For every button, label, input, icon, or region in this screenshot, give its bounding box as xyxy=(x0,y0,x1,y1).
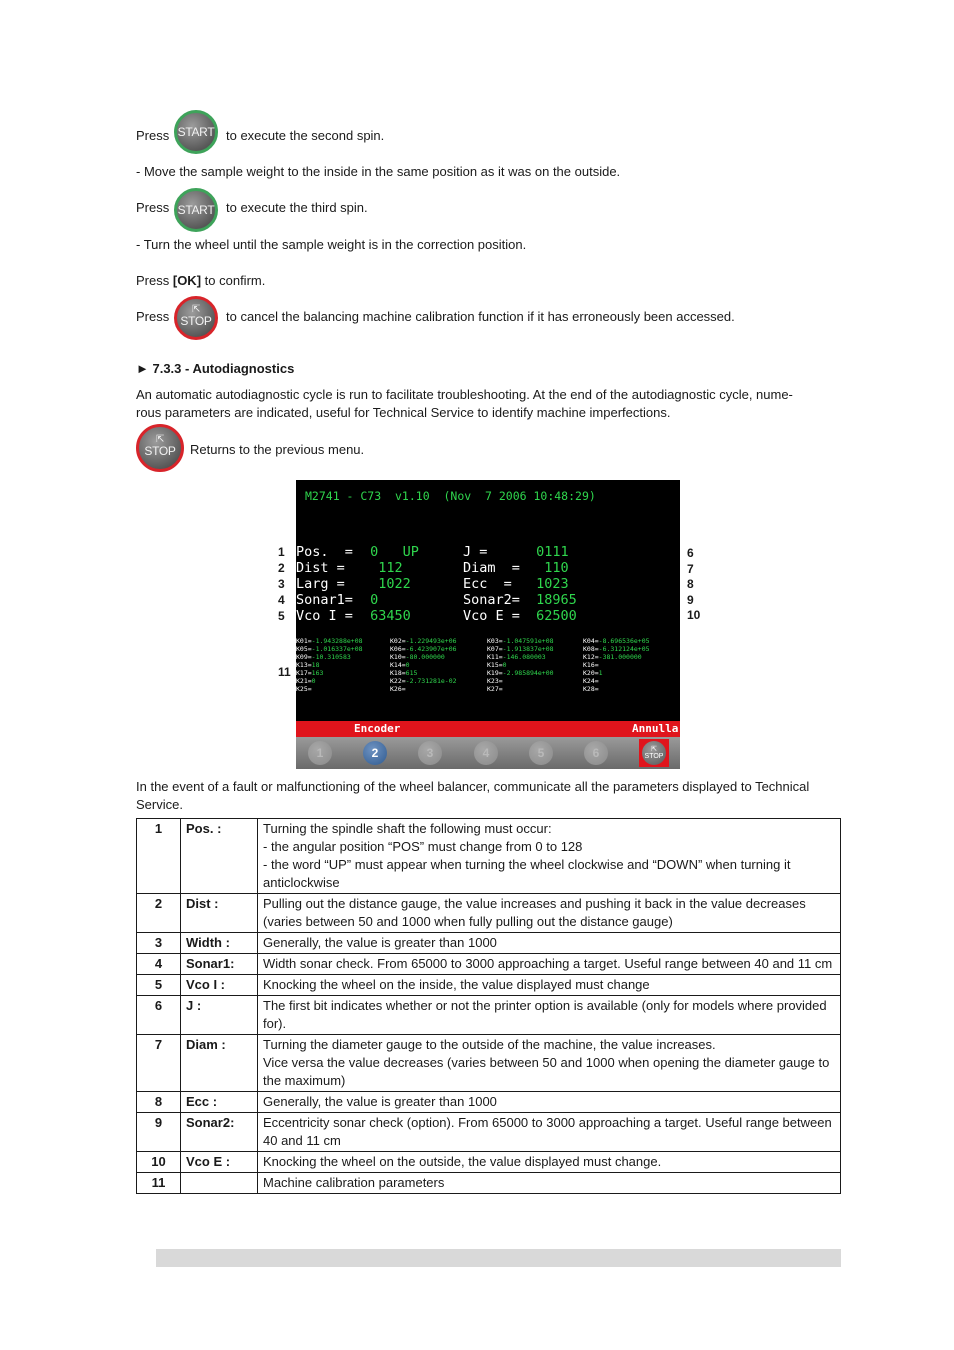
k-parameter-key: K06= xyxy=(390,645,406,653)
stop-icon xyxy=(642,741,666,765)
k-parameter-key: K19= xyxy=(487,669,503,677)
k-parameter-value: 0 xyxy=(405,661,410,669)
table-row xyxy=(137,975,841,996)
press-text: Press xyxy=(136,200,170,215)
row-description xyxy=(258,1173,841,1194)
move-weight-text: - Move the sample weight to the inside in the same position as it was on the outside. xyxy=(136,164,621,179)
callout-7: 7 xyxy=(687,561,694,576)
k-parameter-value: -1.047591e+08 xyxy=(502,637,554,645)
stop-button[interactable] xyxy=(174,296,218,340)
param-value: 62500 xyxy=(528,608,577,624)
annulla-label[interactable]: Annulla xyxy=(632,722,679,735)
encoder-label[interactable]: Encoder xyxy=(354,722,401,735)
k-parameter-key: K27= xyxy=(487,685,503,693)
k-parameter-value: 1 xyxy=(598,669,603,677)
description-line: Turning the diameter gauge to the outside of the machine, the value increases. xyxy=(263,1037,716,1052)
row-description xyxy=(258,933,841,954)
returns-note: Returns to the previous menu. xyxy=(190,442,365,457)
start-button-label: START xyxy=(177,125,215,139)
third-spin-text: to execute the third spin. xyxy=(226,200,368,215)
k-parameter xyxy=(583,637,650,645)
row-description xyxy=(258,1035,841,1092)
callout-5: 5 xyxy=(278,609,285,623)
callout-8: 8 xyxy=(687,577,694,591)
k-parameter-value: -1.943288e+08 xyxy=(311,637,363,645)
stop-button-label: STOP xyxy=(144,443,176,458)
k-parameter xyxy=(296,669,323,677)
description-line: - the angular position “POS” must change from 0 to 128 xyxy=(263,839,583,854)
ok-key-label: [OK] xyxy=(172,273,202,288)
arrow-up-left-icon: ⇱ xyxy=(191,303,201,315)
k-parameter xyxy=(583,677,599,685)
row-description xyxy=(258,996,841,1035)
row-number: 4 xyxy=(137,954,181,975)
callout-2: 2 xyxy=(278,561,285,575)
k-parameter-value: -1.016337e+08 xyxy=(311,645,363,653)
softkey-3[interactable]: 3 xyxy=(418,741,442,765)
row-number: 9 xyxy=(137,1113,181,1152)
k-parameter-value: 163 xyxy=(311,669,324,677)
k-parameter xyxy=(487,677,503,685)
callout-6: 6 xyxy=(687,546,694,560)
k-parameter-key: K22= xyxy=(390,677,406,685)
callout-10: 10 xyxy=(687,608,701,622)
row-parameter: Width : xyxy=(181,933,258,954)
start-button[interactable] xyxy=(174,110,218,154)
k-parameter-value: -2.731281e-02 xyxy=(405,677,457,685)
k-parameter xyxy=(390,637,457,645)
k-parameter-value: -146.080003 xyxy=(502,653,546,661)
description-line: Knocking the wheel on the outside, the value displayed must change. xyxy=(263,1154,662,1169)
k-parameter-key: K14= xyxy=(390,661,406,669)
k-parameter-key: K18= xyxy=(390,669,406,677)
cancel-text: to cancel the balancing machine calibration function if it has erroneously been accessed. xyxy=(226,309,735,324)
k-parameter-value: 615 xyxy=(405,669,418,677)
fault-note-line-1: In the event of a fault or malfunctioning of the wheel balancer, communicate all the parameters displayed to Technical xyxy=(136,779,810,794)
description-line: - the word “UP” must appear when turning the wheel clockwise and “DOWN” when turning it anticlockwise xyxy=(263,857,791,890)
start-button-label: START xyxy=(177,203,215,217)
param-label: J = xyxy=(463,544,496,560)
table-row xyxy=(137,954,841,975)
press-text: Press xyxy=(136,128,170,143)
k-parameter-key: K17= xyxy=(296,669,312,677)
instruction-line-second-spin xyxy=(136,127,169,145)
row-number: 1 xyxy=(137,819,181,894)
param-label: Dist = xyxy=(296,560,345,576)
intro-line-1: An automatic autodiagnostic cycle is run to facilitate troubleshooting. At the end of the autodiagnostic cycle, nume- xyxy=(136,387,793,402)
softkey-1[interactable]: 1 xyxy=(308,741,332,765)
intro-line-2: rous parameters are indicated, useful for Technical Service to identify machine imperfections. xyxy=(136,405,671,420)
param-value: 110 xyxy=(528,560,569,576)
k-parameter xyxy=(583,661,599,669)
row-description xyxy=(258,819,841,894)
k-parameter-key: K23= xyxy=(487,677,503,685)
row-parameter xyxy=(181,1173,258,1194)
k-parameter-value: 0 xyxy=(502,661,507,669)
k-parameter-key: K08= xyxy=(583,645,599,653)
k-parameter xyxy=(487,637,554,645)
param-label: Sonar2= xyxy=(463,592,520,608)
k-parameter-key: K10= xyxy=(390,653,406,661)
k-parameter-key: K20= xyxy=(583,669,599,677)
arrow-up-left-icon: ⇱ xyxy=(155,433,165,445)
description-line: Pulling out the distance gauge, the value increases and pushing it back in the value decreases (varies between 50 and 1000 when fully pulling out the distance gauge) xyxy=(263,896,806,929)
row-description xyxy=(258,1092,841,1113)
confirm-text: to confirm. xyxy=(204,273,266,288)
fault-note-line-2: Service. xyxy=(136,797,183,812)
row-parameter: Vco E : xyxy=(181,1152,258,1173)
param-value: 1022 xyxy=(362,576,411,592)
row-parameter: Sonar1: xyxy=(181,954,258,975)
k-parameter-key: K26= xyxy=(390,685,406,693)
description-line: Width sonar check. From 65000 to 3000 approaching a target. Useful range between 40 and 11 cm xyxy=(263,956,833,971)
param-label: Vco E = xyxy=(463,608,529,624)
param-value: 0111 xyxy=(528,544,569,560)
param-label: Diam = xyxy=(463,560,520,576)
k-parameter xyxy=(487,653,546,661)
k-parameter xyxy=(390,669,417,677)
k-parameter xyxy=(583,685,599,693)
description-line: Knocking the wheel on the inside, the value displayed must change xyxy=(263,977,650,992)
row-number: 8 xyxy=(137,1092,181,1113)
row-number: 2 xyxy=(137,894,181,933)
k-parameter xyxy=(296,685,312,693)
table-row xyxy=(137,996,841,1035)
softkey-2[interactable]: 2 xyxy=(363,741,387,765)
k-parameter xyxy=(390,653,445,661)
callout-1: 1 xyxy=(278,545,285,559)
row-number: 7 xyxy=(137,1035,181,1092)
row-description xyxy=(258,894,841,933)
k-parameter-key: K09= xyxy=(296,653,312,661)
k-parameter-key: K21= xyxy=(296,677,312,685)
confirm-line xyxy=(136,272,265,290)
stop-button[interactable] xyxy=(136,424,184,472)
softkey-bar xyxy=(296,737,680,769)
section-heading: ► 7.3.3 - Autodiagnostics xyxy=(136,361,295,376)
instruction-line-third-spin xyxy=(136,199,169,217)
stop-button-label: STOP xyxy=(180,313,212,328)
diagnostic-screen xyxy=(296,480,680,769)
parameters-table xyxy=(136,818,841,1194)
table-row xyxy=(137,1092,841,1113)
k-parameter xyxy=(390,645,457,653)
k-parameter xyxy=(583,645,650,653)
k-parameter-value: -1.229493e+06 xyxy=(405,637,457,645)
k-parameter-key: K07= xyxy=(487,645,503,653)
callout-4: 4 xyxy=(278,593,285,607)
row-description xyxy=(258,1113,841,1152)
k-parameter-value: -8.696536e+05 xyxy=(598,637,650,645)
k-parameter-key: K12= xyxy=(583,653,599,661)
table-row xyxy=(137,1152,841,1173)
k-parameter-value: 0 xyxy=(311,677,316,685)
k-parameter-key: K24= xyxy=(583,677,599,685)
k-parameter-key: K28= xyxy=(583,685,599,693)
param-value: 112 xyxy=(362,560,403,576)
k-parameter xyxy=(487,669,554,677)
description-line: Eccentricity sonar check (option). From 65000 to 3000 approaching a target. Useful range between 40 and 11 cm xyxy=(263,1115,832,1148)
table-row xyxy=(137,1113,841,1152)
row-description xyxy=(258,1152,841,1173)
k-parameter xyxy=(296,653,351,661)
k-parameter xyxy=(390,661,410,669)
k-parameter-key: K13= xyxy=(296,661,312,669)
k-parameter-key: K25= xyxy=(296,685,312,693)
callout-9: 9 xyxy=(687,592,694,607)
k-parameter-value: -2.985894e+00 xyxy=(502,669,554,677)
param-value: 0 UP xyxy=(362,544,419,560)
row-parameter: Sonar2: xyxy=(181,1113,258,1152)
param-label: Ecc = xyxy=(463,576,520,592)
row-number: 3 xyxy=(137,933,181,954)
row-number: 11 xyxy=(137,1173,181,1194)
k-parameter xyxy=(296,645,363,653)
press-text: Press xyxy=(136,273,170,288)
cancel-line xyxy=(136,308,169,326)
k-parameter-value: -381.000000 xyxy=(598,653,642,661)
k-parameter xyxy=(583,653,642,661)
softkey-6[interactable]: 6 xyxy=(584,741,608,765)
screen-function-bar xyxy=(296,721,680,737)
description-line: Turning the spindle shaft the following must occur: xyxy=(263,821,552,836)
k-parameter xyxy=(487,685,503,693)
footer-bar xyxy=(156,1249,841,1267)
description-line: The first bit indicates whether or not the printer option is available (only for models where provided for). xyxy=(263,998,827,1031)
softkey-4[interactable]: 4 xyxy=(474,741,498,765)
k-parameter-value: -6.312124e+05 xyxy=(598,645,650,653)
k-parameter xyxy=(296,637,363,645)
k-parameter-key: K11= xyxy=(487,653,503,661)
table-row xyxy=(137,894,841,933)
row-number: 6 xyxy=(137,996,181,1035)
screen-title: M2741 - C73 v1.10 (Nov 7 2006 10:48:29) xyxy=(305,489,596,503)
description-line: Generally, the value is greater than 1000 xyxy=(263,935,497,950)
row-description xyxy=(258,975,841,996)
param-value: 63450 xyxy=(362,608,411,624)
turn-wheel-text: - Turn the wheel until the sample weight is in the correction position. xyxy=(136,237,527,252)
param-label: Larg = xyxy=(296,576,345,592)
table-row xyxy=(137,819,841,894)
k-parameter-key: K04= xyxy=(583,637,599,645)
row-parameter: Diam : xyxy=(181,1035,258,1092)
k-parameter xyxy=(583,669,603,677)
param-label: Pos. = xyxy=(296,544,353,560)
k-parameter-value: -10.310583 xyxy=(311,653,351,661)
k-parameter-value: -6.423907e+06 xyxy=(405,645,457,653)
k-parameter xyxy=(390,677,457,685)
row-description xyxy=(258,954,841,975)
description-line: Machine calibration parameters xyxy=(263,1175,445,1190)
k-parameter-key: K15= xyxy=(487,661,503,669)
row-parameter: Vco I : xyxy=(181,975,258,996)
k-parameter xyxy=(390,685,406,693)
press-text: Press xyxy=(136,309,170,324)
row-parameter: J : xyxy=(181,996,258,1035)
row-parameter: Dist : xyxy=(181,894,258,933)
k-parameter-key: K16= xyxy=(583,661,599,669)
row-number: 5 xyxy=(137,975,181,996)
row-parameter: Pos. : xyxy=(181,819,258,894)
callout-11: 11 xyxy=(278,665,291,679)
k-parameter-key: K01= xyxy=(296,637,312,645)
param-value: 0 xyxy=(362,592,379,608)
k-parameter-key: K03= xyxy=(487,637,503,645)
k-parameter-key: K02= xyxy=(390,637,406,645)
k-parameter xyxy=(296,661,319,669)
callout-3: 3 xyxy=(278,577,285,591)
k-parameter-key: K05= xyxy=(296,645,312,653)
softkey-stop-label: STOP xyxy=(644,753,664,760)
softkey-stop[interactable] xyxy=(639,739,669,767)
arrow-up-left-icon: ⇱ xyxy=(651,746,657,753)
k-parameter xyxy=(296,677,316,685)
second-spin-text: to execute the second spin. xyxy=(226,128,385,143)
row-parameter: Ecc : xyxy=(181,1092,258,1113)
description-line: Vice versa the value decreases (varies between 50 and 1000 when opening the diameter gauge to the maximum) xyxy=(263,1055,830,1088)
k-parameter-value: 18 xyxy=(311,661,320,669)
param-value: 1023 xyxy=(528,576,569,592)
softkey-5[interactable]: 5 xyxy=(529,741,553,765)
k-parameter-value: -80.000000 xyxy=(405,653,445,661)
description-line: Generally, the value is greater than 1000 xyxy=(263,1094,497,1109)
param-label: Vco I = xyxy=(296,608,353,624)
table-row xyxy=(137,1173,841,1194)
param-value: 18965 xyxy=(528,592,577,608)
k-parameter xyxy=(487,661,507,669)
start-button[interactable] xyxy=(174,188,218,232)
k-parameter-value: -1.913837e+08 xyxy=(502,645,554,653)
row-number: 10 xyxy=(137,1152,181,1173)
param-label: Sonar1= xyxy=(296,592,353,608)
table-row xyxy=(137,933,841,954)
k-parameter xyxy=(487,645,554,653)
table-row xyxy=(137,1035,841,1092)
